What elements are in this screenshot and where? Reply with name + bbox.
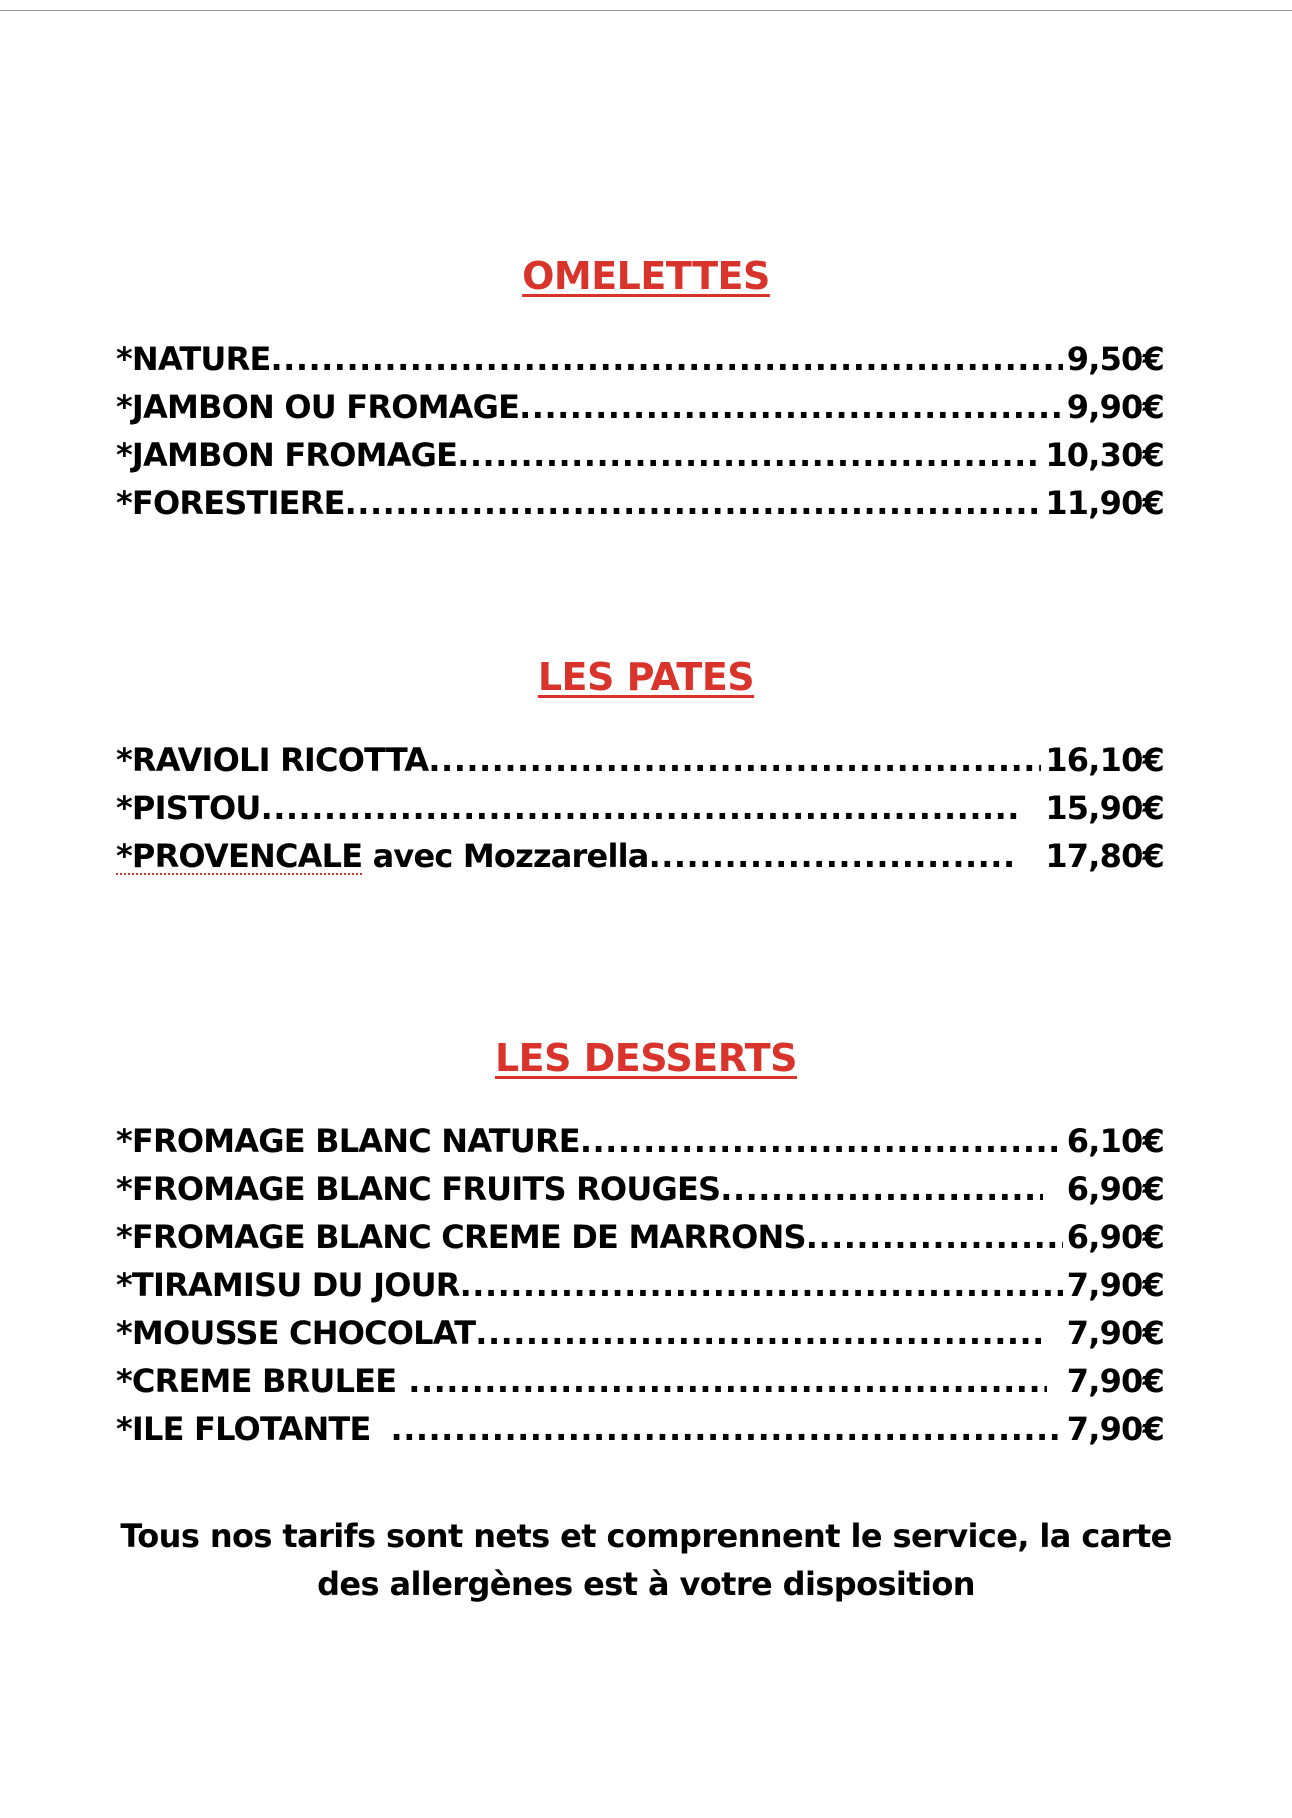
dot-leader	[720, 1170, 1042, 1208]
omelettes-list	[116, 340, 1164, 532]
dot-leader	[345, 484, 1042, 522]
menu-item	[116, 1362, 1164, 1410]
section-title-omelettes: OMELETTES	[522, 254, 770, 298]
item-price: 9,90€	[1066, 388, 1164, 426]
section-title-desserts: LES DESSERTS	[494, 1036, 798, 1080]
item-price: 6,10€	[1066, 1122, 1164, 1160]
item-price: 7,90€	[1066, 1266, 1164, 1304]
menu-item	[116, 1266, 1164, 1314]
item-name: *JAMBON OU FROMAGE	[116, 388, 520, 426]
dot-leader	[806, 1218, 1063, 1256]
dot-leader	[261, 789, 1018, 827]
item-name: *PROVENCALE	[116, 837, 363, 875]
menu-item	[116, 484, 1164, 532]
item-price: 7,90€	[1066, 1314, 1164, 1352]
item-name: *FROMAGE BLANC FRUITS ROUGES	[116, 1170, 721, 1208]
pates-list	[116, 741, 1164, 885]
dot-leader	[460, 1266, 1063, 1304]
dot-leader	[475, 1314, 1046, 1352]
item-price: 6,90€	[1066, 1218, 1164, 1256]
item-price: 7,90€	[1066, 1410, 1164, 1448]
item-name: *MOUSSE CHOCOLAT	[116, 1314, 476, 1352]
footer-line-2: des allergènes est à votre disposition	[317, 1565, 975, 1603]
section-desserts	[0, 1036, 1292, 1080]
menu-item	[116, 1122, 1164, 1170]
menu-item	[116, 1314, 1164, 1362]
dot-leader	[271, 340, 1063, 378]
item-price: 10,30€	[1045, 436, 1164, 474]
item-name: *RAVIOLI RICOTTA	[116, 741, 429, 779]
menu-item	[116, 1410, 1164, 1458]
dot-leader	[391, 1410, 1059, 1448]
footer-line-1: Tous nos tarifs sont nets et comprennent le service, la carte	[120, 1517, 1172, 1555]
dot-leader	[649, 837, 1018, 875]
item-name: *NATURE	[116, 340, 271, 378]
section-omelettes	[0, 254, 1292, 298]
item-price: 6,90€	[1066, 1170, 1164, 1208]
item-name: *JAMBON FROMAGE	[116, 436, 458, 474]
item-name: *FORESTIERE	[116, 484, 345, 522]
item-name: *PISTOU	[116, 789, 261, 827]
menu-item	[116, 388, 1164, 436]
dot-leader	[428, 741, 1041, 779]
item-name-suffix: avec Mozzarella	[362, 837, 649, 875]
item-price: 11,90€	[1045, 484, 1164, 522]
menu-item	[116, 741, 1164, 789]
item-price: 15,90€	[1045, 789, 1164, 827]
dot-leader	[408, 1362, 1046, 1400]
dot-leader	[457, 436, 1041, 474]
footer-note	[100, 1512, 1192, 1608]
menu-item	[116, 789, 1164, 837]
desserts-list	[116, 1122, 1164, 1458]
item-name: *ILE FLOTANTE	[116, 1410, 371, 1448]
item-name: *FROMAGE BLANC CREME DE MARRONS	[116, 1218, 806, 1256]
dot-leader	[519, 388, 1063, 426]
menu-item	[116, 1218, 1164, 1266]
item-name: *TIRAMISU DU JOUR	[116, 1266, 460, 1304]
item-name: *FROMAGE BLANC NATURE	[116, 1122, 580, 1160]
menu-item	[116, 837, 1164, 885]
window-top-edge	[0, 0, 1292, 11]
item-price: 7,90€	[1066, 1362, 1164, 1400]
menu-item	[116, 436, 1164, 484]
section-pates	[0, 655, 1292, 699]
menu-item	[116, 340, 1164, 388]
dot-leader	[580, 1122, 1063, 1160]
section-title-pates: LES PATES	[537, 655, 755, 699]
item-price: 17,80€	[1045, 837, 1164, 875]
menu-item	[116, 1170, 1164, 1218]
item-price: 16,10€	[1045, 741, 1164, 779]
item-price: 9,50€	[1066, 340, 1164, 378]
item-name: *CREME BRULEE	[116, 1362, 397, 1400]
